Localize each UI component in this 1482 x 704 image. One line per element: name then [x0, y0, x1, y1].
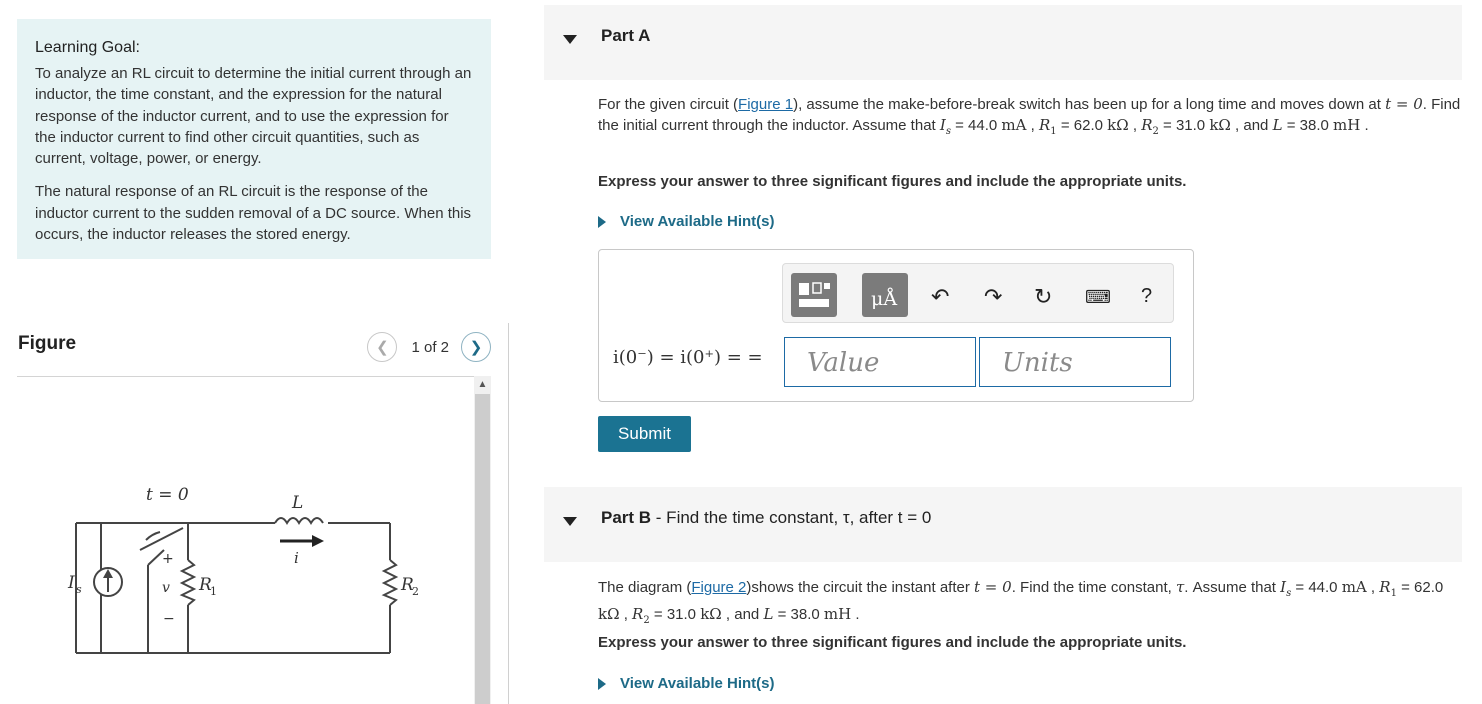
undo-icon[interactable]: ↶: [931, 284, 950, 309]
figure-title: Figure: [18, 333, 77, 354]
part-a-hint-link[interactable]: View Available Hint(s): [598, 213, 775, 230]
part-a-question: For the given circuit (Figure 1), assume the make-before-break switch has been up for a long time and moves down at t = 0. Find the initial current through the inductor. Assume that $I_s = 44.0$ mA , $R_1 = 62.0$ kΩ , $R_2 = 31.0$ kΩ , and L = 38.0 mH .: [598, 95, 1461, 138]
current-label: i: [294, 549, 299, 567]
value-input[interactable]: Value: [784, 337, 976, 387]
left-pane: [0, 0, 508, 704]
learning-goal-paragraph-1: To analyze an RL circuit to determine the initial current through an inductor, the time constant, and the expression for the natural response of the inductor current, and to use the expression for the inductor current to find other circuit quantities, such as current, voltage, power, or energy.: [35, 65, 472, 168]
minus-label: −: [163, 611, 175, 627]
caret-right-icon: [598, 216, 606, 228]
caret-down-icon: [563, 35, 577, 44]
figure-1-link[interactable]: Figure 1: [738, 96, 794, 113]
switch-time-label: t = 0: [146, 485, 189, 505]
previous-figure-button[interactable]: [367, 332, 397, 362]
caret-down-icon: [563, 517, 577, 526]
pane-divider: [508, 323, 509, 704]
learning-goal-box: [17, 19, 491, 259]
part-a-answer-box: [598, 249, 1194, 402]
next-figure-button[interactable]: [461, 332, 491, 362]
reset-icon[interactable]: ↻: [1034, 284, 1053, 309]
part-b-header[interactable]: [544, 487, 1462, 562]
units-input[interactable]: Units: [979, 337, 1171, 387]
part-b-title: Part B - Find the time constant, τ, after t = 0: [601, 508, 932, 527]
right-pane: [544, 0, 1482, 704]
equation-label: i(0⁻) = i(0⁺) = =: [613, 347, 763, 368]
r2-label: R: [401, 575, 414, 595]
r1-sub-label: 1: [210, 585, 217, 598]
r2-sub-label: 2: [412, 585, 419, 598]
voltage-label: v: [162, 580, 170, 596]
chevron-left-icon: ❮: [376, 339, 389, 356]
caret-right-icon: [598, 678, 606, 690]
part-b-question: The diagram (Figure 2)shows the circuit the instant after t = 0. Find the time constant, τ. Assume that $I_s = 44.0$ mA , $R_1 = 62.0$ kΩ , $R_2 = 31.0$ kΩ , and L = 38.0 mH .: [598, 578, 1444, 627]
chevron-right-icon: ❯: [469, 339, 483, 356]
scroll-thumb[interactable]: [475, 394, 490, 704]
learning-goal-title: Learning Goal:: [35, 39, 140, 56]
scroll-up-arrow-icon[interactable]: ▲: [477, 379, 488, 390]
figure-header: [17, 330, 491, 377]
figure-scrollbar[interactable]: [474, 376, 491, 704]
submit-button[interactable]: Submit: [598, 416, 691, 452]
r1-label: R: [199, 575, 212, 595]
templates-icon: [791, 273, 837, 317]
keyboard-icon[interactable]: ⌨: [1085, 287, 1111, 307]
part-b-instruction: Express your answer to three significant figures and include the appropriate units.: [598, 634, 1187, 651]
learning-goal-paragraph-2: The natural response of an RL circuit is the response of the inductor current to the sudden removal of a DC source. When this occurs, the inductor releases the stored energy.: [35, 183, 472, 244]
part-b-hint-link[interactable]: View Available Hint(s): [598, 675, 775, 692]
source-sub-label: s: [76, 583, 82, 596]
redo-icon[interactable]: ↷: [984, 284, 1003, 309]
units-button[interactable]: [862, 273, 908, 317]
units-icon: μÅ: [871, 288, 898, 310]
templates-button[interactable]: [791, 273, 837, 317]
part-a-instruction: Express your answer to three significant figures and include the appropriate units.: [598, 173, 1187, 190]
source-label: I: [68, 573, 75, 593]
figure-pager-text: 1 of 2: [411, 338, 449, 356]
figure-pager: [367, 332, 491, 362]
inductor-label: L: [292, 493, 304, 513]
math-toolbar: [782, 263, 1174, 323]
help-icon[interactable]: ?: [1141, 285, 1153, 307]
circuit-diagram: [28, 470, 428, 660]
plus-label: +: [162, 551, 174, 567]
figure-2-link[interactable]: Figure 2: [691, 579, 747, 596]
part-a-title: Part A: [601, 26, 651, 45]
part-a-header[interactable]: [544, 5, 1462, 80]
